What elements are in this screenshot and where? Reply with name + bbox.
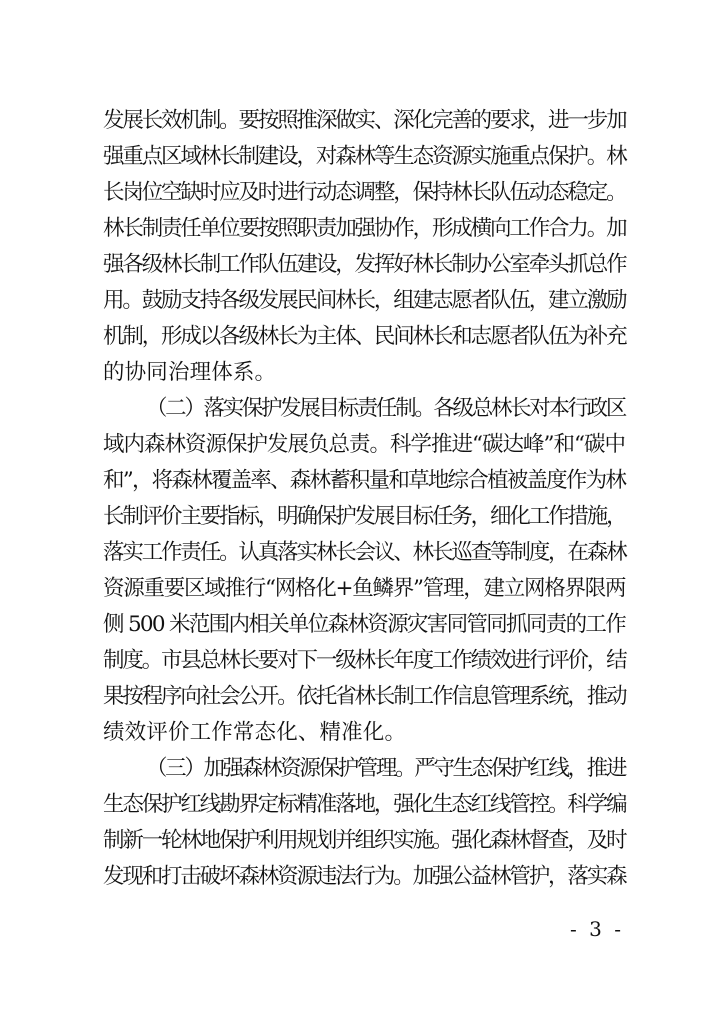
text-line-6: 用。鼓励支持各级发展民间林长，组建志愿者队伍，建立激励 [103, 288, 626, 313]
text-line-5: 强各级林长制工作队伍建设，发挥好林长制办公室牵头抓总作 [103, 252, 626, 277]
text-line-15: 侧 500 米范围内相关单位森林资源灾害同管同抓同责的工作 [103, 612, 625, 637]
text-line-7: 机制，形成以各级林长为主体、民间林长和志愿者队伍为补充 [103, 324, 626, 349]
page-number: - 3 - [570, 917, 624, 941]
section-heading-3: （三）加强森林资源保护管理。严守生态保护红线，推进 [146, 756, 625, 781]
text-line-4: 林长制责任单位要按照职责加强协作，形成横向工作合力。加 [103, 216, 626, 241]
text-line-2: 强重点区域林长制建设，对森林等生态资源实施重点保护。林 [103, 144, 626, 169]
text-line-3: 长岗位空缺时应及时进行动态调整，保持林长队伍动态稳定。 [103, 180, 626, 205]
text-line-12: 长制评价主要指标，明确保护发展目标任务，细化工作措施， [103, 504, 626, 529]
text-line-20: 生态保护红线勘界定标精准落地，强化生态红线管控。科学编 [103, 792, 626, 817]
body-text [103, 103, 625, 895]
text-line-10: 域内森林资源保护发展负总责。科学推进“碳达峰”和“碳中 [103, 432, 625, 457]
text-line-16: 制度。市县总林长要对下一级林长年度工作绩效进行评价，结 [103, 648, 626, 673]
text-line-8: 的协同治理体系。 [103, 360, 277, 385]
text-line-13: 落实工作责任。认真落实林长会议、林长巡查等制度，在森林 [103, 540, 626, 565]
text-line-14: 资源重要区域推行“网格化+鱼鳞界”管理，建立网格界限两 [103, 576, 626, 601]
text-line-21: 制新一轮林地保护利用规划并组织实施。强化森林督查，及时 [103, 828, 626, 853]
text-line-22: 发现和打击破坏森林资源违法行为。加强公益林管护，落实森 [103, 864, 626, 889]
section-heading-2: （二）落实保护发展目标责任制。各级总林长对本行政区 [146, 396, 625, 421]
text-line-18: 绩效评价工作常态化、精准化。 [103, 720, 407, 745]
text-line-17: 果按程序向社会公开。依托省林长制工作信息管理系统，推动 [103, 684, 626, 709]
text-line-1: 发展长效机制。要按照推深做实、深化完善的要求，进一步加 [103, 108, 626, 133]
text-line-11: 和”，将森林覆盖率、森林蓄积量和草地综合植被盖度作为林 [103, 468, 625, 493]
